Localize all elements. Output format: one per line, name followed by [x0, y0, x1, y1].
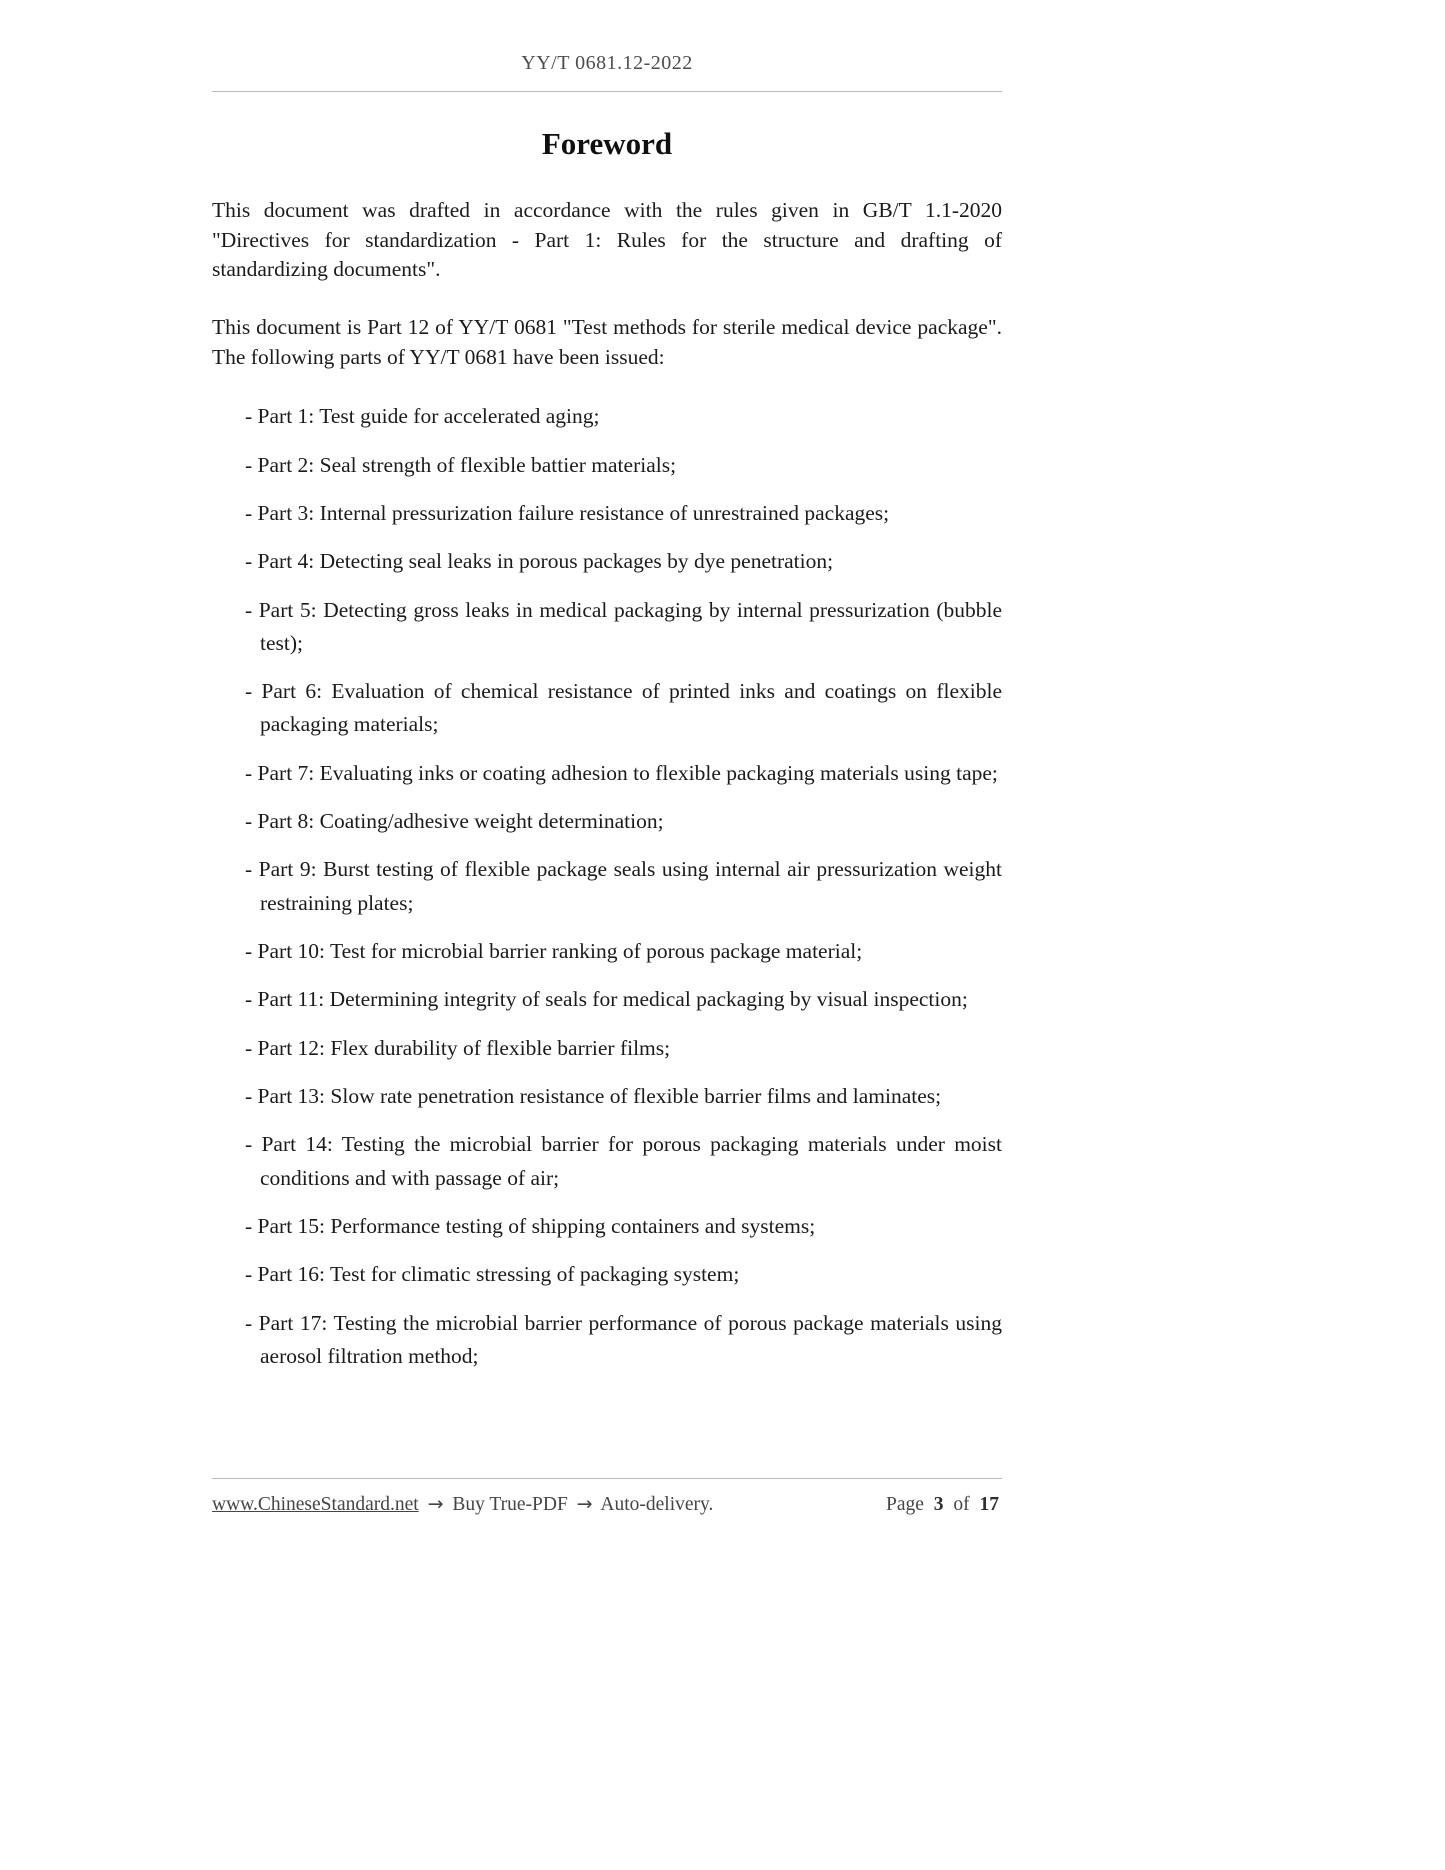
list-item: - Part 4: Detecting seal leaks in porous packages by dye penetration; [245, 549, 834, 574]
list-item: - Part 14: Testing the microbial barrier for porous packaging materials under moist conditions and with passage of air; [245, 1132, 1002, 1190]
of-label: of [953, 1494, 970, 1515]
page-number [884, 1494, 1002, 1516]
list-item: - Part 12: Flex durability of flexible barrier films; [245, 1035, 671, 1060]
list-item: - Part 2: Seal strength of flexible battier materials; [245, 452, 677, 477]
footer-info [212, 1493, 717, 1516]
list-item: - Part 17: Testing the microbial barrier performance of porous package materials using aerosol filtration method; [245, 1310, 1002, 1368]
footer-buy-text: Buy True-PDF [452, 1494, 568, 1515]
page-content [212, 0, 1002, 1388]
list-item: - Part 11: Determining integrity of seals for medical packaging by visual inspection; [245, 987, 968, 1012]
right-arrow-icon: → [576, 1493, 593, 1515]
page-title: Foreword [541, 126, 673, 161]
list-item: - Part 7: Evaluating inks or coating adhesion to flexible packaging materials using tape; [245, 760, 998, 785]
document-header [212, 0, 1002, 92]
paragraph-parts-intro: This document is Part 12 of YY/T 0681 "Test methods for sterile medical device package". The following parts of YY/T 0681 have been issued: [212, 314, 1002, 369]
doc-number: YY/T 0681.12-2022 [521, 52, 693, 74]
list-item: - Part 10: Test for microbial barrier ranking of porous package material; [245, 939, 863, 964]
list-item: - Part 1: Test guide for accelerated aging; [245, 404, 600, 429]
page-total: 17 [979, 1494, 999, 1515]
right-arrow-icon: → [427, 1493, 444, 1515]
page-current: 3 [933, 1494, 944, 1515]
site-link[interactable]: www.ChineseStandard.net [212, 1494, 419, 1515]
list-item: - Part 9: Burst testing of flexible package seals using internal air pressurization weight restraining plates; [245, 857, 1002, 915]
list-item: - Part 8: Coating/adhesive weight determination; [245, 809, 664, 834]
page-label: Page [885, 1494, 924, 1515]
list-item: - Part 6: Evaluation of chemical resistance of printed inks and coatings on flexible packaging materials; [245, 679, 1002, 737]
list-item: - Part 13: Slow rate penetration resistance of flexible barrier films and laminates; [245, 1083, 942, 1108]
page-footer [212, 1478, 1002, 1516]
parts-list [212, 400, 1002, 1373]
list-item: - Part 5: Detecting gross leaks in medical packaging by internal pressurization (bubble test); [245, 597, 1002, 655]
list-item: - Part 16: Test for climatic stressing of packaging system; [245, 1262, 740, 1287]
paragraph-drafting-rules: This document was drafted in accordance with the rules given in GB/T 1.1-2020 "Directives for standardization - Part 1: Rules for the structure and drafting of standardizing documents". [212, 198, 1002, 282]
list-item: - Part 15: Performance testing of shipping containers and systems; [245, 1213, 816, 1238]
list-item: - Part 3: Internal pressurization failure resistance of unrestrained packages; [245, 500, 890, 525]
footer-delivery-text: Auto-delivery. [600, 1494, 714, 1515]
